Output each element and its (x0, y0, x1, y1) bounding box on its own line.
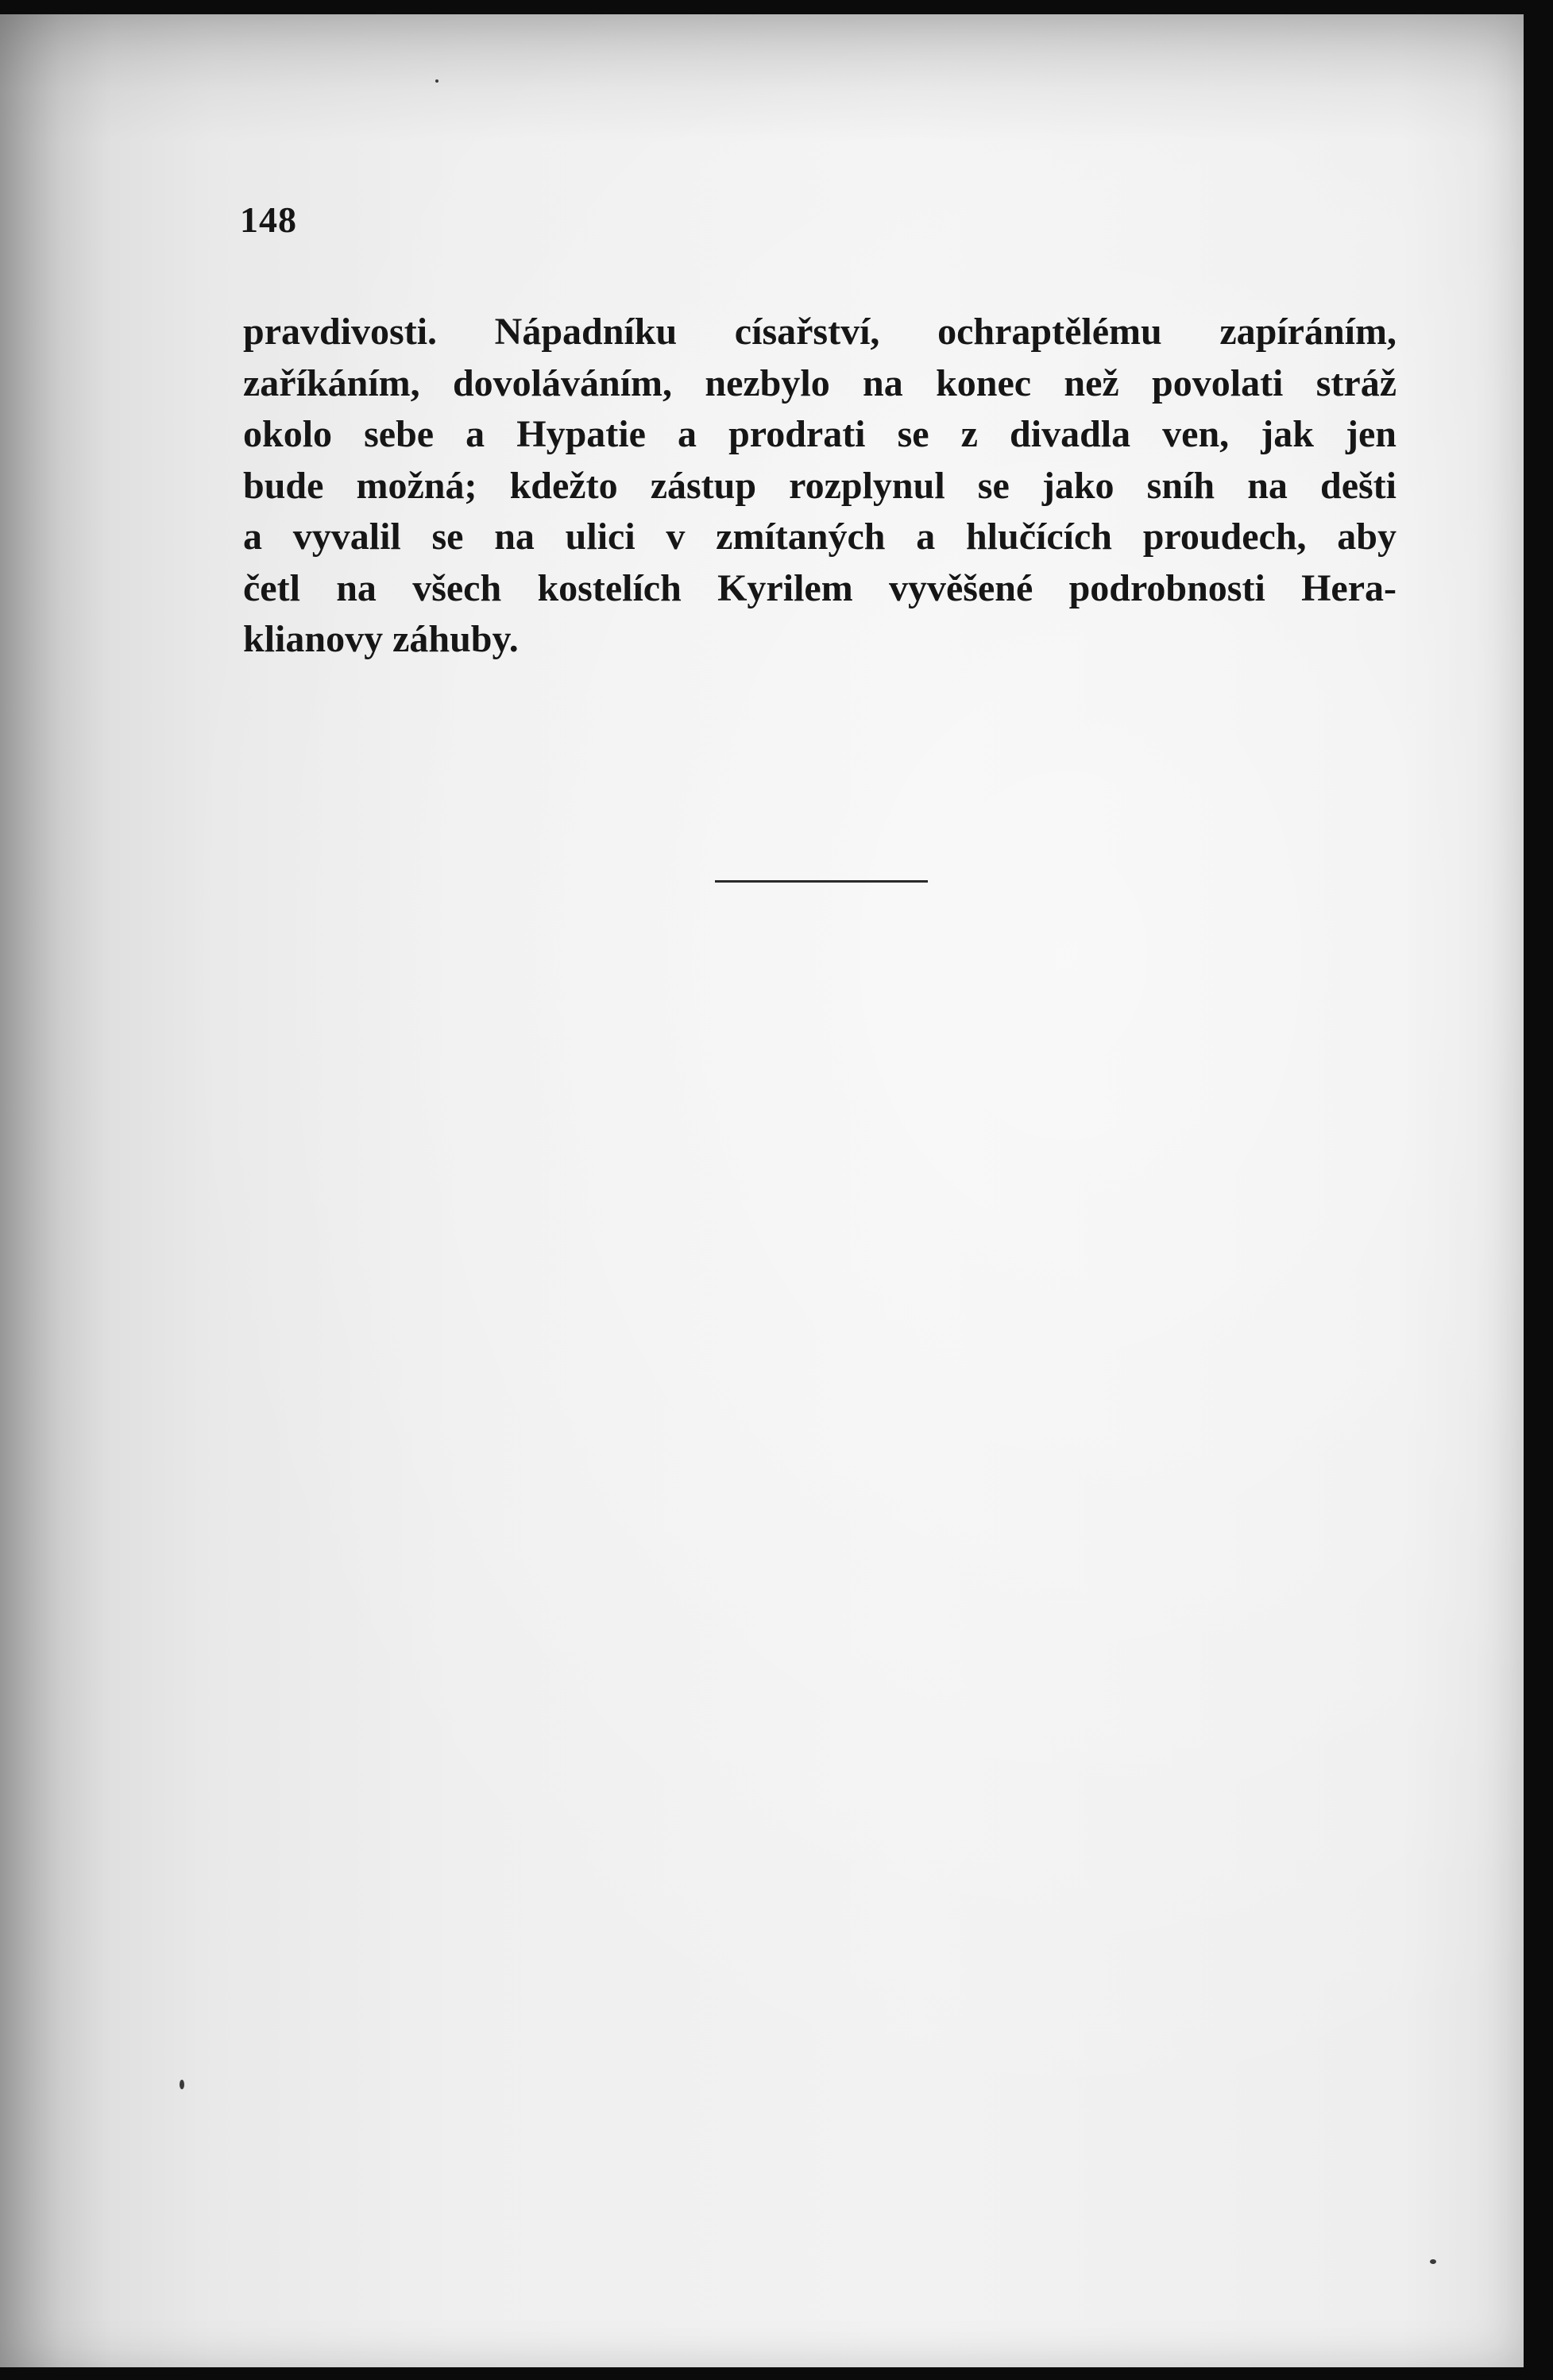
text-line-1: pravdivosti. Nápadníku císařství, ochraptělému zapíráním, (243, 311, 1397, 353)
text-line-6: četl na všech kostelích Kyrilem vyvěšené podrobnosti Hera- (243, 566, 1397, 609)
book-page (0, 14, 1524, 2367)
text-line-7: klianovy záhuby. (243, 618, 519, 660)
paper-speck (435, 79, 438, 83)
text-line-5: a vyvalil se na ulici v zmítaných a hlučících proudech, aby (243, 516, 1397, 558)
section-end-rule (715, 880, 928, 883)
paper-speck (1430, 2259, 1436, 2264)
top-edge-shadow (0, 14, 1524, 141)
text-line-4: bude možná; kdežto zástup rozplynul se jako sníh na dešti (243, 464, 1397, 507)
body-paragraph (243, 307, 1397, 666)
page-number: 148 (240, 199, 297, 240)
text-line-2: zaříkáním, dovoláváním, nezbylo na konec než povolati stráž (243, 361, 1397, 404)
text-line-3: okolo sebe a Hypatie a prodrati se z divadla ven, jak jen (243, 413, 1397, 455)
binding-shadow (0, 14, 111, 2367)
paper-speck (180, 2080, 184, 2089)
